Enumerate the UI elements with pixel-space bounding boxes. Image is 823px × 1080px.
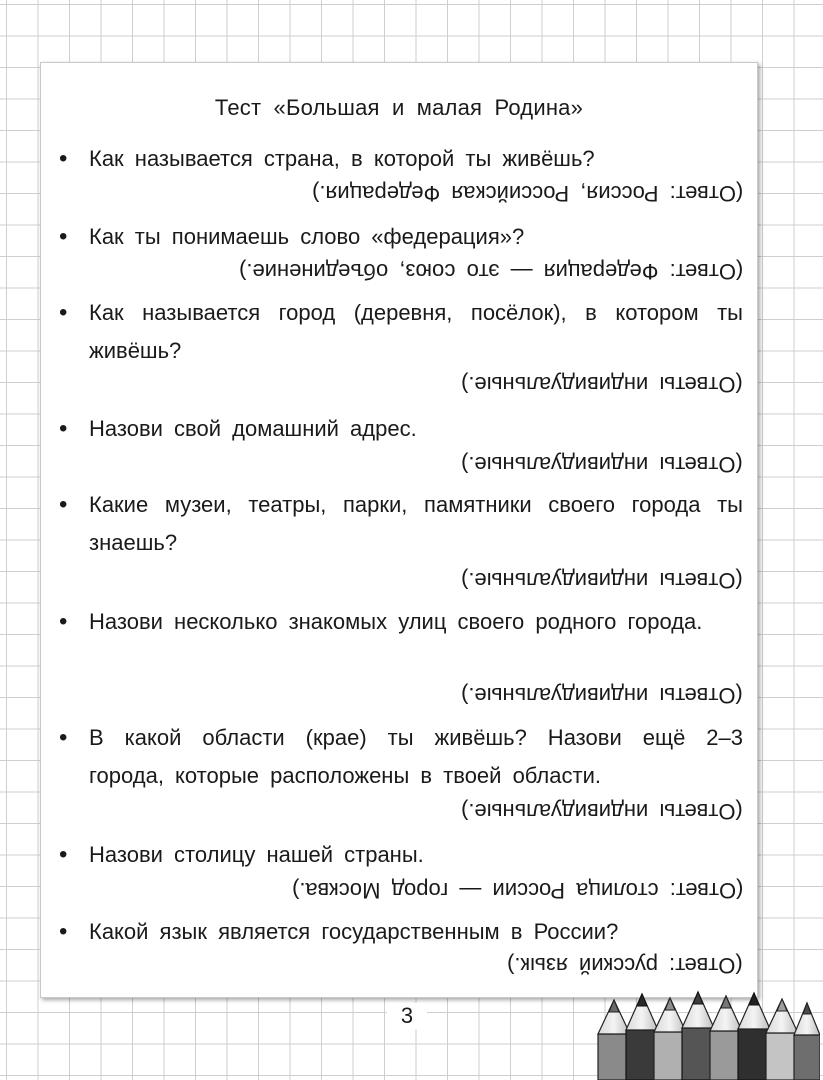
page-number: 3 bbox=[387, 1003, 427, 1029]
pencil-4 bbox=[682, 992, 714, 1080]
test-title: Тест «Большая и малая Родина» bbox=[214, 95, 584, 120]
question-5: Какие музеи, театры, парки, памятники своего города ты знаешь? bbox=[89, 492, 743, 555]
answer-6-upside-down: (Ответы индивидуальные.) bbox=[461, 683, 743, 708]
answer-1-upside-down: (Ответ: Россия, Российская Федерация.) bbox=[311, 181, 743, 206]
pencil-7 bbox=[766, 999, 798, 1080]
bullet: • bbox=[59, 491, 68, 518]
colored-pencils-illustration bbox=[596, 990, 820, 1080]
question-4: Назови свой домашний адрес. bbox=[89, 416, 417, 441]
question-7: В какой области (крае) ты живёшь? Назови ещё 2–3 города, которые расположены в твоей области. bbox=[89, 725, 743, 788]
pencil-5 bbox=[710, 996, 742, 1080]
answer-3-upside-down: (Ответы индивидуальные.) bbox=[461, 372, 743, 397]
bullet: • bbox=[59, 223, 68, 250]
question-1: Как называется страна, в которой ты живёшь? bbox=[89, 146, 595, 171]
pencil-3 bbox=[654, 998, 686, 1080]
bullet: • bbox=[59, 841, 68, 868]
answer-2-upside-down: (Ответ: Федерация — это союз, объединение.) bbox=[238, 259, 743, 284]
answer-7-upside-down: (Ответы индивидуальные.) bbox=[461, 799, 743, 824]
page-card bbox=[40, 62, 758, 998]
pencil-6 bbox=[738, 993, 770, 1080]
question-9: Какой язык является государственным в России? bbox=[89, 919, 619, 944]
answer-4-upside-down: (Ответы индивидуальные.) bbox=[461, 452, 743, 477]
pencil-8 bbox=[794, 1003, 820, 1080]
answer-5-upside-down: (Ответы индивидуальные.) bbox=[461, 568, 743, 593]
answer-8-upside-down: (Ответ: столица России — город Москва.) bbox=[291, 878, 743, 903]
question-3: Как называется город (деревня, посёлок), в котором ты живёшь? bbox=[89, 300, 743, 363]
bullet: • bbox=[59, 724, 68, 751]
bullet: • bbox=[59, 918, 68, 945]
answer-9-upside-down: (Ответ: русский язык.) bbox=[507, 953, 743, 978]
bullet: • bbox=[59, 608, 68, 635]
question-8: Назови столицу нашей страны. bbox=[89, 842, 424, 867]
question-2: Как ты понимаешь слово «федерация»? bbox=[89, 224, 525, 249]
bullet: • bbox=[59, 415, 68, 442]
question-6: Назови несколько знакомых улиц своего родного города. bbox=[89, 609, 703, 634]
pencil-1 bbox=[598, 1000, 630, 1080]
bullet: • bbox=[59, 145, 68, 172]
pencil-2 bbox=[626, 994, 658, 1080]
bullet: • bbox=[59, 299, 68, 326]
